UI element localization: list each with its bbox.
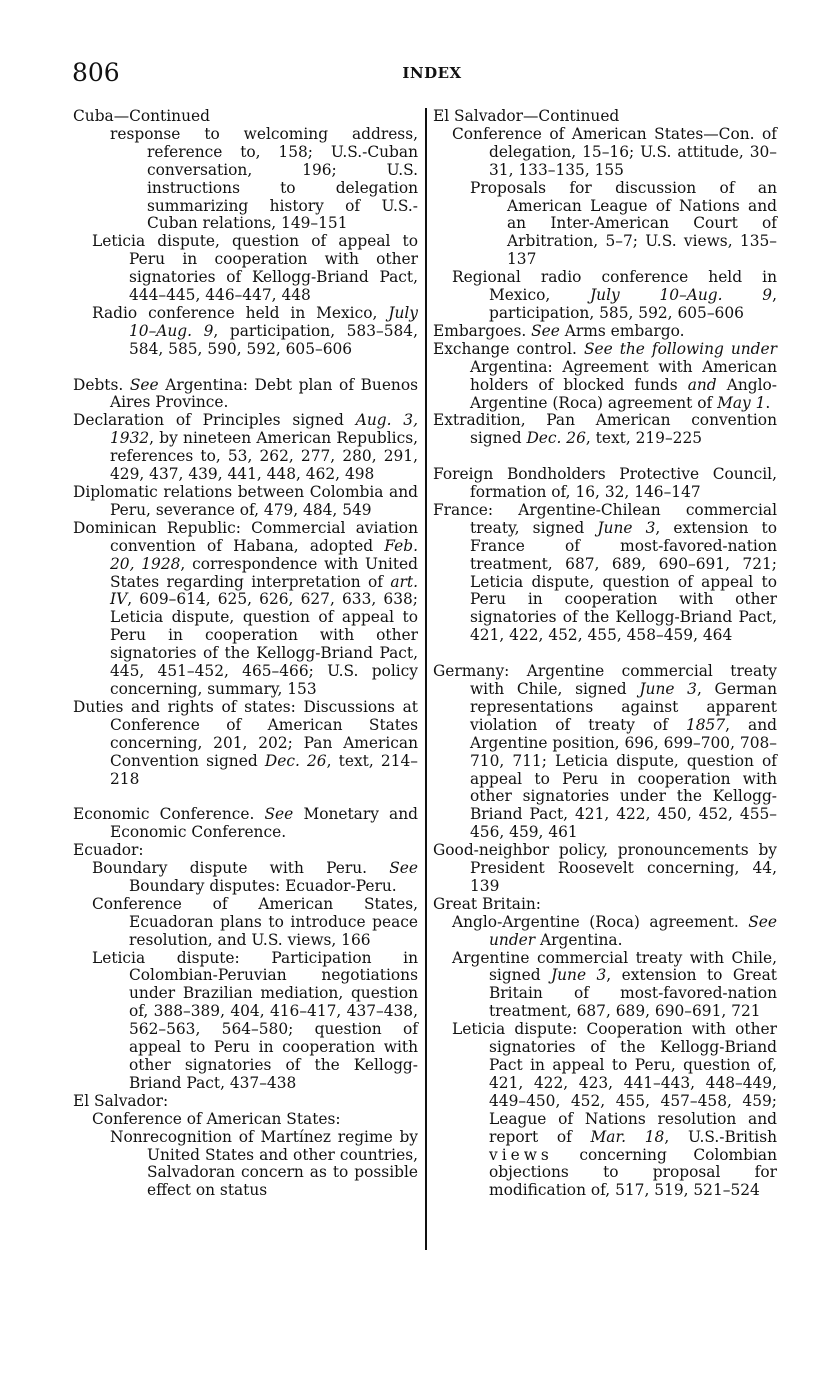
entry-cuba-radio: Radio conference held in Mexico, July 10–Aug. 9, participation, 583–584, 584, 585, 590, 592, 605–606: [92, 303, 418, 358]
entry-elsalvador-radio: Regional radio conference held in Mexico, July 10–Aug. 9, participation, 585, 592, 605–606: [452, 268, 777, 322]
entry-germany: Germany: Argentine commercial treaty with Chile, signed June 3, German representations against apparent violation of treaty of 1857, and Argentine position, 696, 699–700, 708–710, 711; Leticia dispute, question of appeal to Peru in cooperation with other signatories under the Kellogg-Briand Pact, 421, 422, 450, 452, 455–456, 459, 461: [433, 662, 777, 842]
entry-diplomatic: Diplomatic relations between Colombia and Peru, severance of, 479, 484, 549: [73, 483, 418, 519]
entry-ecuador-boundary: Boundary dispute with Peru. See Boundary disputes: Ecuador-Peru.: [92, 859, 418, 895]
entry-elsalvador-proposals: Proposals for discussion of an American League of Nations and an Inter-American Court of Arbitration, 5–7; U.S. views, 135–137: [470, 178, 777, 269]
entry-debts: Debts. See Argentina: Debt plan of Buenos Aires Province.: [73, 375, 419, 412]
entry-economic: Economic Conference. See Monetary and Economic Conference.: [73, 805, 418, 842]
entry-heading-great-britain: Great Britain:: [433, 894, 541, 913]
page-title: INDEX: [402, 64, 462, 82]
entry-elsalvador-conference-cont: Conference of American States—Con. of delegation, 15–16; U.S. attitude, 30–31, 133–135, 155: [452, 124, 777, 179]
entry-heading-ecuador: Ecuador:: [73, 841, 144, 860]
entry-ecuador-leticia: Leticia dispute: Participation in Colombian-Peruvian negotiations under Brazilian mediation, question of, 388–389, 404, 416–417, 437–438, 562–563, 564–580; question of appeal to Peru in cooperation with other signatories of the Kellogg-Briand Pact, 437–438: [92, 948, 418, 1092]
entry-gb-roca: Anglo-Argentine (Roca) agreement. See under Argentina.: [452, 912, 777, 949]
entry-heading-elsalvador: El Salvador:: [73, 1091, 169, 1110]
entry-exchange-control: Exchange control. See the following under Argentina: Agreement with American holders of blocked funds and Anglo-Argentine (Roca) agreement of May 1.: [433, 339, 778, 412]
entry-elsalvador-conference: Conference of American States:: [92, 1109, 341, 1128]
column-divider: [425, 108, 427, 1250]
entry-ecuador-conference: Conference of American States, Ecuadoran plans to introduce peace resolution, and U.S. views, 166: [92, 894, 418, 949]
entry-gb-leticia: Leticia dispute: Cooperation with other signatories of the Kellogg-Briand Pact in appeal to Peru, question of, 421, 422, 423, 441–443, 448–449, 449–450, 452, 455, 457–458, 459; League of Nations resolution and report of Mar. 18, U.S.-British views concerning Colombian objections to proposal for modification of, 517, 519, 521–524: [452, 1020, 778, 1200]
entry-gb-treaty: Argentine commercial treaty with Chile, signed June 3, extension to Great Britain of most-favored-nation treatment, 687, 689, 690–691, 721: [452, 948, 777, 1021]
entry-extradition: Extradition, Pan American convention signed Dec. 26, text, 219–225: [433, 411, 777, 448]
page-number: 806: [72, 58, 120, 87]
entry-embargoes: Embargoes. See Arms embargo.: [433, 321, 685, 340]
entry-cuba-leticia: Leticia dispute, question of appeal to Peru in cooperation with other signatories of Kellogg-Briand Pact, 444–445, 446–447, 448: [92, 232, 418, 305]
entry-declaration: Declaration of Principles signed Aug. 3, 1932, by nineteen American Republics, references to, 53, 262, 277, 280, 291, 429, 437, 439, 441, 448, 462, 498: [73, 411, 418, 484]
entry-foreign-bondholders: Foreign Bondholders Protective Council, formation of, 16, 32, 146–147: [433, 465, 777, 502]
entry-elsalvador-nonrecognition: Nonrecognition of Martínez regime by United States and other countries, Salvadoran concern as to possible effect on status: [110, 1127, 418, 1200]
entry-cuba-continuation: response to welcoming address, reference to, 158; U.S.-Cuban conversation, 196; U.S. instructions to delegation summarizing history of U.S.-Cuban relations, 149–151: [110, 124, 418, 233]
entry-duties: Duties and rights of states: Discussions at Conference of American States concerning, 201, 202; Pan American Convention signed Dec. 26, text, 214–218: [73, 697, 418, 788]
right-column: [433, 108, 777, 1200]
entry-france: France: Argentine-Chilean commercial treaty, signed June 3, extension to France of most-favored-nation treatment, 687, 689, 690–691, 721; Leticia dispute, question of appeal to Peru in cooperation with other signatories of the Kellogg-Briand Pact, 421, 422, 452, 455, 458–459, 464: [433, 500, 777, 645]
entry-dominican: Dominican Republic: Commercial aviation convention of Habana, adopted Feb. 20, 1928, correspondence with United States regarding interpretation of art. IV, 609–614, 625, 626, 627, 633, 638; Leticia dispute, question of appeal to Peru in cooperation with other signatories of the Kellogg-Briand Pact, 445, 451–452, 465–466; U.S. policy concerning, summary, 153: [73, 518, 418, 698]
entry-good-neighbor: Good-neighbor policy, pronouncements by President Roosevelt concerning, 44, 139: [433, 841, 777, 895]
left-column: [73, 108, 418, 1200]
page-header: [72, 58, 792, 90]
entry-heading-elsalvador-continued: El Salvador—Continued: [433, 107, 620, 125]
entry-heading-cuba: Cuba—Continued: [73, 107, 210, 125]
